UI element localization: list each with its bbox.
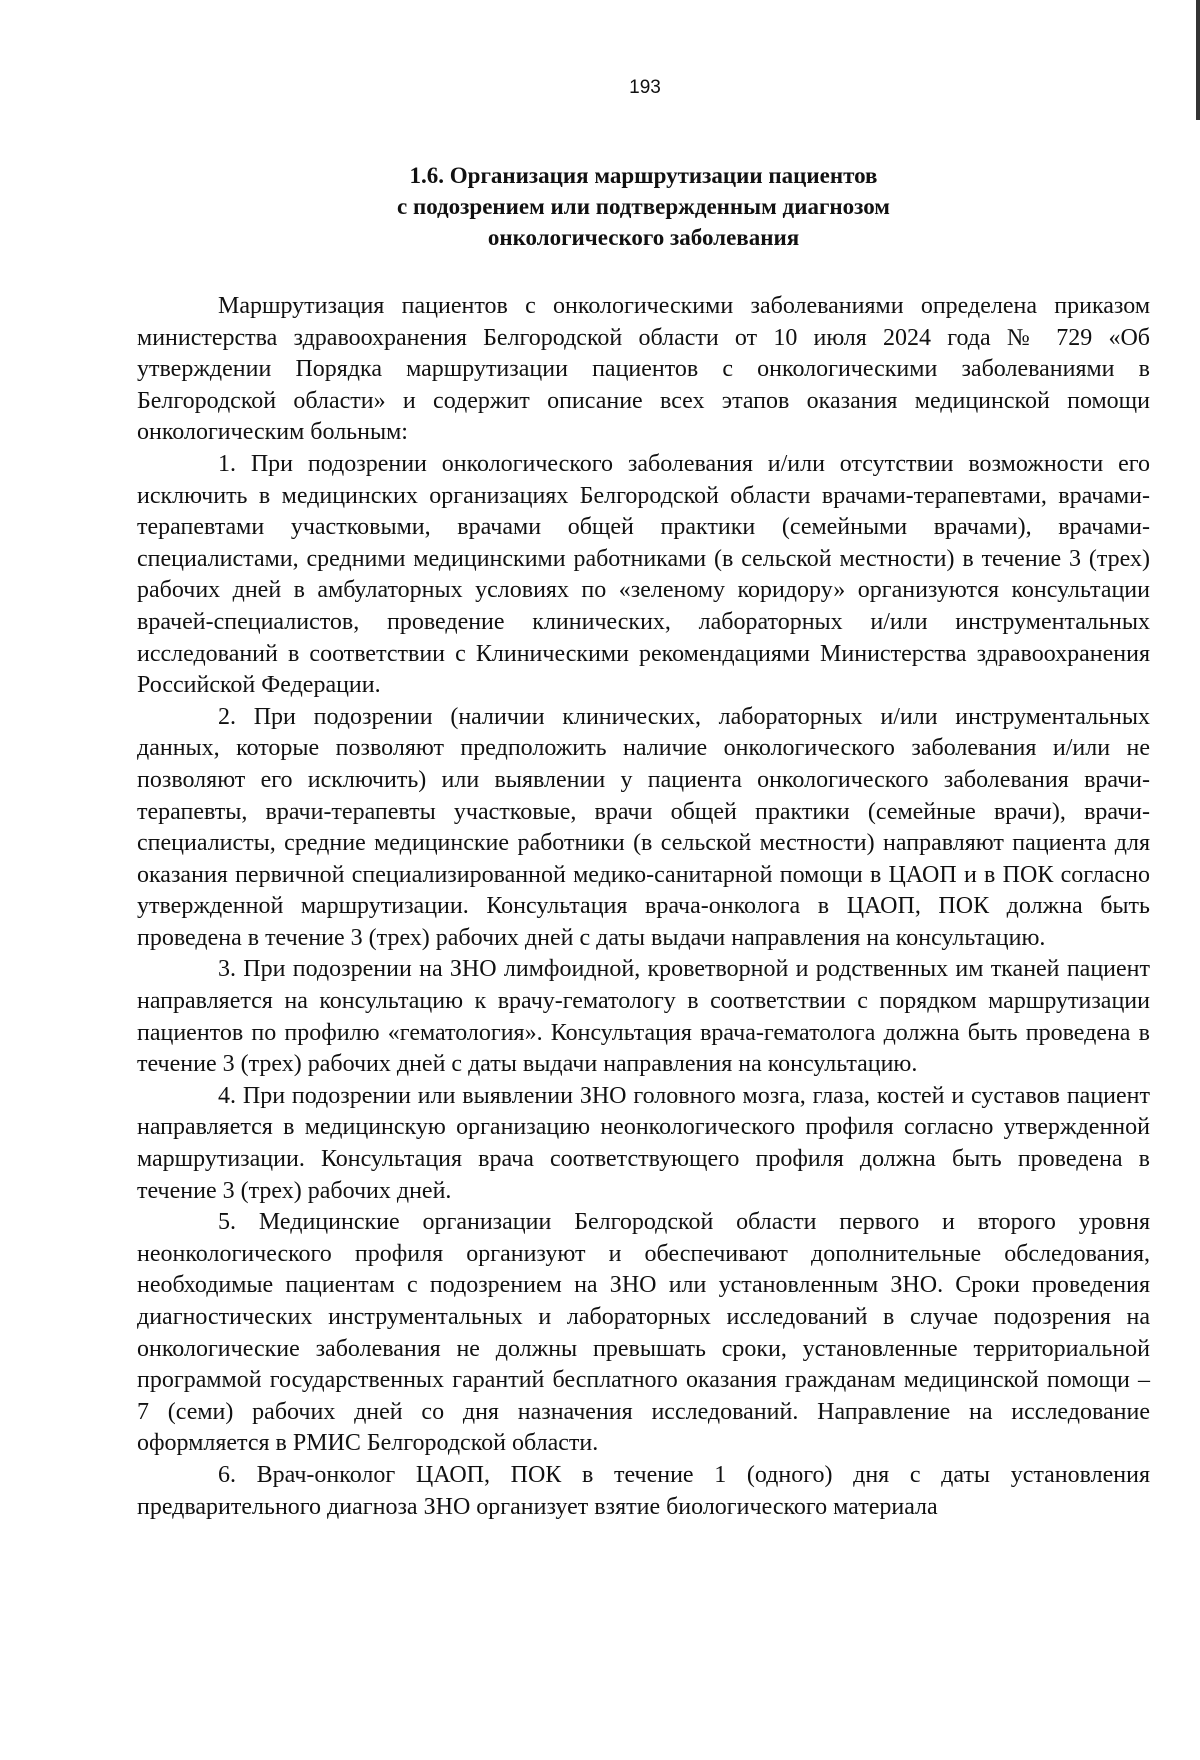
item-paragraph-5: 5. Медицинские организации Белгородской области первого и второго уровня неонкологического профиля организуют и обеспечивают дополнительные обследования, необходимые пациентам с подозрением на ЗНО или установленным ЗНО. Сроки проведения диагностических инструментальных и лабораторных исследований в случае подозрения на онкологические заболевания не должны превышать сроки, установленные территориальной программой государственных гарантий бесплатного оказания гражданам медицинской помощи – 7 (семи) рабочих дней со дня назначения исследований. Направление на исследование оформляется в РМИС Белгородской области. (137, 1209, 1150, 1457)
item-paragraph-4: 4. При подозрении или выявлении ЗНО головного мозга, глаза, костей и суставов пациент направляется в медицинскую организацию неонкологического профиля согласно утвержденной маршрутизации. Консультация врача соответствующего профиля должна быть проведена в течение 3 (трех) рабочих дней. (137, 1082, 1150, 1204)
section-title (137, 160, 1150, 253)
page-number: 193 (629, 77, 661, 98)
title-line: с подозрением или подтвержденным диагнозом (397, 194, 890, 219)
document-body (137, 291, 1150, 1523)
scan-edge-mark (1196, 0, 1200, 120)
item-paragraph-2: 2. При подозрении (наличии клинических, лабораторных и/или инструментальных данных, которые позволяют предположить наличие онкологического заболевания и/или не позволяют его исключить) или выявлении у пациента онкологического заболевания врачи-терапевты, врачи-терапевты участковые, врачи общей практики (семейные врачи), врачи-специалисты, средние медицинские работники (в сельской местности) направляют пациента для оказания первичной специализированной медико-санитарной помощи в ЦАОП и в ПОК согласно утвержденной маршрутизации. Консультация врача-онколога в ЦАОП, ПОК должна быть проведена в течение 3 (трех) рабочих дней с даты выдачи направления на консультацию. (137, 703, 1150, 951)
item-paragraph-1: 1. При подозрении онкологического заболевания и/или отсутствии возможности его исключить в медицинских организациях Белгородской области врачами-терапевтами, врачами-терапевтами участковыми, врачами общей практики (семейными врачами), врачами-специалистами, средними медицинскими работниками (в сельской местности) в течение 3 (трех) рабочих дней в амбулаторных условиях по «зеленому коридору» организуются консультации врачей-специалистов, проведение клинических, лабораторных и/или инструментальных исследований в соответствии с Клиническими рекомендациями Министерства здравоохранения Российской Федерации. (137, 450, 1150, 699)
title-line: онкологического заболевания (487, 225, 800, 250)
item-paragraph-6: 6. Врач-онколог ЦАОП, ПОК в течение 1 (одного) дня с даты установления предварительного диагноза ЗНО организует взятие биологического материала (137, 1461, 1150, 1520)
intro-paragraph: Маршрутизация пациентов с онкологическими заболеваниями определена приказом министерства здравоохранения Белгородской области от 10 июля 2024 года № 729 «Об утверждении Порядка маршрутизации пациентов с онкологическими заболеваниями в Белгородской области» и содержит описание всех этапов оказания медицинской помощи онкологическим больным: (137, 293, 1150, 446)
title-line: 1.6. Организация маршрутизации пациентов (409, 163, 878, 188)
item-paragraph-3: 3. При подозрении на ЗНО лимфоидной, кроветворной и родственных им тканей пациент направляется на консультацию к врачу-гематологу в соответствии с порядком маршрутизации пациентов по профилю «гематология». Консультация врача-гематолога должна быть проведена в течение 3 (трех) рабочих дней с даты выдачи направления на консультацию. (137, 956, 1150, 1078)
